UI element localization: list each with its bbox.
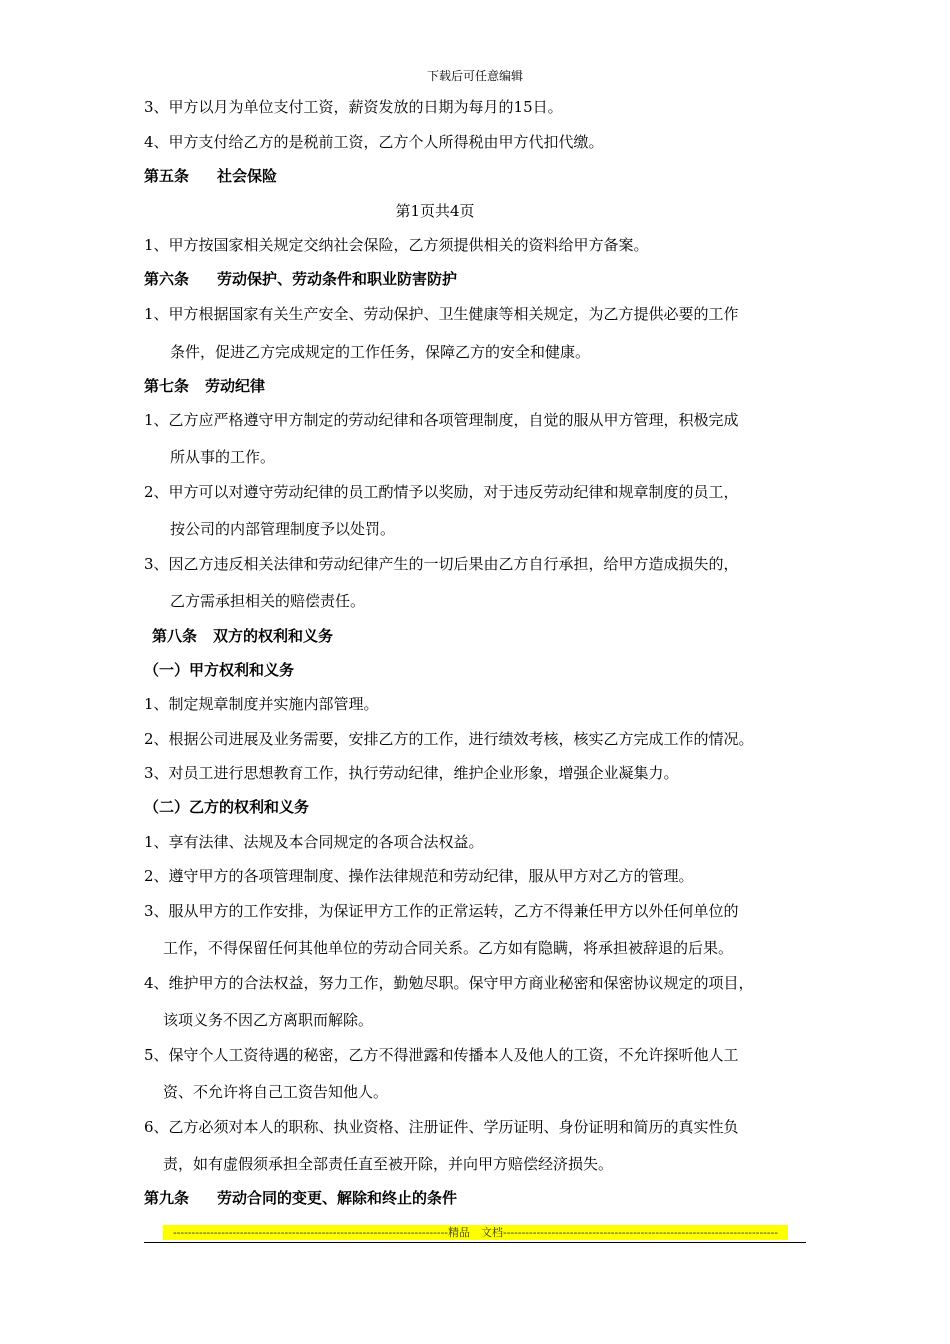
paragraph-line: 1、享有法律、法规及本合同规定的各项合法权益。 [144, 833, 484, 851]
article-number: 第五条 [144, 167, 190, 185]
article-title: 劳动保护、劳动条件和职业防害防护 [217, 270, 458, 288]
article-title: 社会保险 [217, 167, 278, 185]
paragraph-line: 按公司的内部管理制度予以处罚。 [170, 520, 396, 538]
paragraph-line: 3、服从甲方的工作安排，为保证甲方工作的正常运转，乙方不得兼任甲方以外任何单位的 [144, 902, 739, 920]
paragraph-line: 2、遵守甲方的各项管理制度、操作法律规范和劳动纪律，服从甲方对乙方的管理。 [144, 867, 694, 885]
section-heading: （二）乙方的权利和义务 [144, 798, 310, 816]
article-heading [144, 376, 265, 396]
footer-banner: --------------------------------------------------------------------------精品 文档-------------------------------------------------------------------------- [163, 1225, 788, 1240]
paragraph-line: 资、不允许将自己工资告知他人。 [163, 1083, 389, 1101]
section-heading: （一）甲方权利和义务 [144, 661, 295, 679]
article-number: 第六条 [144, 270, 190, 288]
paragraph-line: 6、乙方必须对本人的职称、执业资格、注册证件、学历证明、身份证明和简历的真实性负 [144, 1118, 739, 1136]
article-heading [144, 269, 457, 289]
paragraph-line: 责，如有虚假须承担全部责任直至被开除，并向甲方赔偿经济损失。 [163, 1155, 614, 1173]
article-number: 第七条 [144, 377, 190, 395]
paragraph-line: 3、甲方以月为单位支付工资，薪资发放的日期为每月的15日。 [144, 98, 563, 116]
paragraph-line: 2、根据公司进展及业务需要，安排乙方的工作，进行绩效考核，核实乙方完成工作的情况。 [144, 730, 754, 748]
page-number: 第1页共4页 [395, 202, 475, 220]
paragraph-line: 4、甲方支付给乙方的是税前工资，乙方个人所得税由甲方代扣代缴。 [144, 133, 604, 151]
paragraph-line: 所从事的工作。 [170, 448, 276, 466]
paragraph-line: 1、制定规章制度并实施内部管理。 [144, 695, 379, 713]
paragraph-line: 3、因乙方违反相关法律和劳动纪律产生的一切后果由乙方自行承担，给甲方造成损失的， [144, 555, 739, 573]
paragraph-line: 5、保守个人工资待遇的秘密，乙方不得泄露和传播本人及他人的工资，不允许探听他人工 [144, 1046, 739, 1064]
paragraph-line: 1、甲方根据国家有关生产安全、劳动保护、卫生健康等相关规定，为乙方提供必要的工作 [144, 305, 739, 323]
paragraph-line: 1、乙方应严格遵守甲方制定的劳动纪律和各项管理制度，自觉的服从甲方管理，积极完成 [144, 411, 739, 429]
paragraph-line: 4、维护甲方的合法权益，努力工作，勤勉尽职。保守甲方商业秘密和保密协议规定的项目， [144, 974, 754, 992]
header-watermark: 下载后可任意编辑 [426, 69, 523, 83]
article-number: 第九条 [144, 1189, 190, 1207]
paragraph-line: 3、对员工进行思想教育工作，执行劳动纪律，维护企业形象，增强企业凝集力。 [144, 764, 679, 782]
article-title: 劳动合同的变更、解除和终止的条件 [217, 1189, 458, 1207]
article-number: 第八条 [152, 627, 198, 645]
paragraph-line: 1、甲方按国家相关规定交纳社会保险，乙方须提供相关的资料给甲方备案。 [144, 236, 649, 254]
paragraph-line: 乙方需承担相关的赔偿责任。 [170, 592, 366, 610]
paragraph-line: 2、甲方可以对遵守劳动纪律的员工酌情予以奖励，对于违反劳动纪律和规章制度的员工， [144, 483, 739, 501]
article-title: 双方的权利和义务 [213, 627, 334, 645]
paragraph-line: 条件，促进乙方完成规定的工作任务，保障乙方的安全和健康。 [170, 343, 591, 361]
footer-divider [144, 1242, 806, 1243]
article-heading [144, 1188, 457, 1208]
paragraph-line: 工作，不得保留任何其他单位的劳动合同关系。乙方如有隐瞒，将承担被辞退的后果。 [163, 939, 734, 957]
article-title: 劳动纪律 [205, 377, 266, 395]
article-heading [144, 166, 277, 186]
article-heading [152, 626, 333, 646]
paragraph-line: 该项义务不因乙方离职而解除。 [163, 1011, 374, 1029]
